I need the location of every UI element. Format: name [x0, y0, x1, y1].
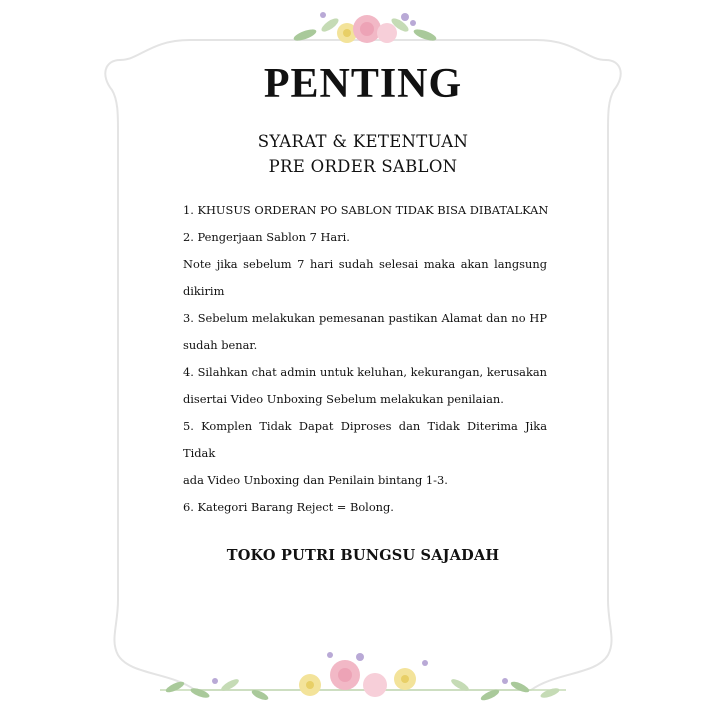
term-4-line1: 4. Silahkan chat admin untuk keluhan, kekurangan, kerusakan [183, 365, 547, 379]
shop-name: TOKO PUTRI BUNGSU SAJADAH [226, 547, 500, 564]
term-2-note-line1: Note jika sebelum 7 hari sudah selesai maka akan langsung [183, 257, 547, 271]
term-2: 2. Pengerjaan Sablon 7 Hari. [183, 230, 350, 244]
terms-list [183, 197, 547, 521]
term-5-line1: 5. Komplen Tidak Dapat Diproses dan Tidak Diterima Jika Tidak [183, 419, 547, 460]
term-2-note-line2: dikirim [183, 284, 225, 298]
term-3-line1: 3. Sebelum melakukan pemesanan pastikan Alamat dan no HP [183, 311, 547, 325]
subtitle-terms: SYARAT & KETENTUAN [257, 132, 469, 151]
term-1: 1. KHUSUS ORDERAN PO SABLON TIDAK BISA DIBATALKAN [183, 203, 549, 217]
term-4-line2: disertai Video Unboxing Sebelum melakukan penilaian. [183, 392, 504, 406]
page-title: PENTING [263, 61, 463, 107]
term-3-line2: sudah benar. [183, 338, 258, 352]
subtitle-pre-order: PRE ORDER SABLON [268, 157, 458, 176]
term-6: 6. Kategori Barang Reject = Bolong. [183, 500, 394, 514]
term-5-line2: ada Video Unboxing dan Penilain bintang 1-3. [183, 473, 448, 487]
